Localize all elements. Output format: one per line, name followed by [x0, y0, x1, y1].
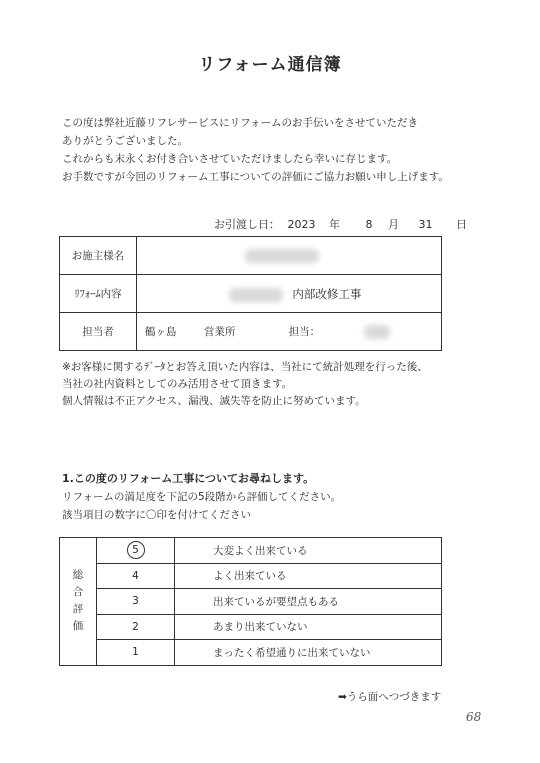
- delivery-year: 2023: [287, 218, 316, 231]
- rating-table: [59, 537, 442, 666]
- content-label: ﾘﾌｫｰﾑ内容: [60, 275, 137, 313]
- note-line: 個人情報は不正アクセス、漏洩、滅失等を防止に努めています。: [62, 395, 366, 407]
- content-field[interactable]: [137, 275, 442, 313]
- staff-row: [60, 313, 442, 351]
- page-title: リフォーム通信簿: [198, 55, 342, 75]
- staff-label: 担当者: [60, 313, 137, 351]
- instruction-line: リフォームの満足度を下記の5段階から評価してください。: [62, 491, 342, 503]
- delivery-month-unit: 月: [388, 218, 399, 231]
- intro-line: これからも末永くお付き合いさせていただけましたら幸いに存じます。: [62, 153, 398, 165]
- branch-name: 鶴ヶ島: [145, 326, 177, 338]
- branch-type: 営業所: [203, 326, 236, 338]
- intro-line: ありがとうございました。: [62, 135, 188, 147]
- client-name-field[interactable]: [137, 237, 442, 275]
- question-title: 1.この度のリフォーム工事についてお尋ねします。: [62, 472, 315, 485]
- redacted-person-name: [364, 325, 390, 339]
- client-row: [60, 237, 442, 275]
- content-row: [60, 275, 442, 313]
- question-instructions: [62, 488, 341, 524]
- intro-line: この度は弊社近藤リフレサービスにリフォームのお手伝いをさせていただき: [62, 117, 419, 129]
- continue-note: ➡うら面へつづきます: [338, 691, 442, 703]
- rating-text-3: 出来ているが要望点もある: [175, 589, 442, 615]
- note-line: 当社の社内資料としてのみ活用させて頂きます。: [62, 378, 293, 390]
- info-table: [59, 236, 442, 351]
- rating-row-4: [60, 563, 442, 589]
- selected-circle: 5: [127, 541, 145, 559]
- rating-score-4[interactable]: 4: [97, 563, 175, 589]
- note-line: ※お客様に関するﾃﾞｰﾀとお答え頂いた内容は、当社にて統計処理を行った後、: [62, 361, 428, 373]
- delivery-date: [214, 216, 467, 232]
- delivery-day: 31: [418, 218, 433, 231]
- intro-text: [62, 114, 449, 186]
- rating-score-1[interactable]: 1: [97, 640, 175, 666]
- instruction-line: 該当項目の数字に〇印を付けてください: [62, 509, 251, 521]
- staff-field[interactable]: [137, 313, 442, 351]
- redacted-client-name: [245, 249, 319, 263]
- rating-row-3: [60, 589, 442, 615]
- delivery-day-unit: 日: [456, 218, 467, 231]
- rating-score-2[interactable]: 2: [97, 614, 175, 640]
- redacted-content: [229, 288, 283, 302]
- client-label: お施主様名: [60, 237, 137, 275]
- intro-line: お手数ですが今回のリフォーム工事についての評価にご協力お願い申し上げます。: [62, 171, 449, 183]
- privacy-notes: [62, 359, 428, 410]
- rating-category: [60, 538, 97, 666]
- rating-text-5: 大変よく出来ている: [175, 538, 442, 564]
- rating-text-2: あまり出来ていない: [175, 614, 442, 640]
- delivery-label: お引渡し日：: [214, 218, 280, 231]
- category-char: 総: [72, 569, 84, 582]
- rating-row-1: [60, 640, 442, 666]
- delivery-year-unit: 年: [329, 218, 340, 231]
- rating-score-3[interactable]: 3: [97, 589, 175, 615]
- category-char: 価: [72, 620, 84, 633]
- category-char: 合: [72, 586, 84, 599]
- person-label: 担当：: [288, 326, 321, 338]
- category-char: 評: [72, 603, 84, 616]
- rating-row-5: [60, 538, 442, 564]
- rating-score-5[interactable]: [97, 538, 175, 564]
- delivery-month: 8: [365, 218, 373, 231]
- content-value: 内部改修工事: [292, 286, 362, 301]
- rating-row-2: [60, 614, 442, 640]
- rating-text-4: よく出来ている: [175, 563, 442, 589]
- rating-text-1: まったく希望通りに出来ていない: [175, 640, 442, 666]
- page-number: 68: [466, 710, 482, 724]
